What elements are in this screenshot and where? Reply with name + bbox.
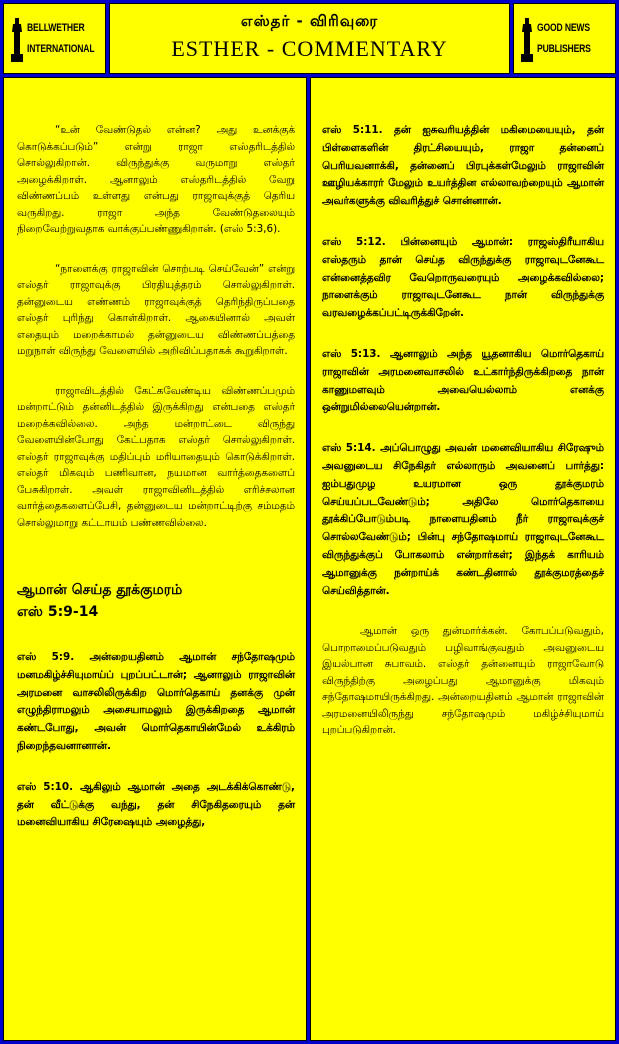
verse-5-10: எஸ் 5:10. ஆகிலும் ஆமான் அதை அடக்கிக்கொண்டு, தன் வீட்டுக்கு வந்து, தன் சிநேகிதரையும் தன் மனைவியாகிய சிரேஷையும் அழைத்து, — [17, 780, 295, 829]
logo-right-line1: GOOD NEWS — [537, 22, 590, 34]
right-column — [310, 77, 616, 1041]
tower-icon — [11, 18, 23, 62]
left-paragraph-2: “நாளைக்கு ராஜாவின் சொற்படி செய்வேன்” என்று எஸ்தர் ராஜாவுக்கு பிரதியுத்தரம் சொல்லுகிறாள். தன்னுடைய எண்ணம் ராஜாவுக்குத் தெரிந்திருப்பதை எஸ்தர் புரிந்து கொள்கிறாள். ஆகையினால் அவள் எதையும் மறைக்காமல் தன்னுடைய விண்ணப்பத்தை மறுநாள் விருந்து வேளையில் அறிவிப்பதாகக் கூறுகிறாள். — [17, 262, 295, 357]
logo-left-line2: INTERNATIONAL — [27, 43, 95, 55]
logo-right-line2: PUBLISHERS — [537, 43, 591, 55]
left-paragraph-3: ராஜாவிடத்தில் கேட்கவேண்டிய விண்ணப்பமும் மன்றாட்டும் தன்னிடத்தில் இருக்கிறது என்பதை எஸ்தர் மறைக்கவில்லை. அந்த மன்றாட்டை விருந்து வேளையின்போது கேட்பதாக எஸ்தர் சொல்லுகிறாள். எஸ்தர் ராஜாவுக்கு மதிப்பும் மரியாதையும் கொடுக்கிறாள். எஸ்தர் மிகவும் பணிவான, நயமான வார்த்தைகளைப் பேசுகிறாள். அவள் ராஜாவினிடத்தில் எரிச்சலான வார்த்தைகளைப்பேசி, தன்னுடைய மன்றாட்டிற்கு சம்மதம் சொல்லுமாறு கட்டாயம் பண்ணவில்லை. — [17, 384, 295, 529]
verse-5-11: எஸ் 5:11. தன் ஐசுவரியத்தின் மகிமையையும், தன் பிள்ளைகளின் திரட்சியையும், ராஜா தன்னைப் பெரியவனாக்கி, தன்னைப் பிரபுக்கள்மேலும் ராஜாவின் ஊழியக்காரர் மேலும் உயர்த்தின எல்லாவற்றையும் ஆமான் அவர்களுக்கு விவரித்துச் சொன்னான். — [322, 124, 604, 208]
verse-5-12: எஸ் 5:12. பின்னையும் ஆமான்: ராஜஸ்திரீயாகிய எஸ்தரும் தான் செய்த விருந்துக்கு ராஜாவுடனேகூட என்னைத்தவிர வேறொருவரையும் அழைக்கவில்லை; நாளைக்கும் ராஜாவுடனேகூட நான் விருந்துக்கு வரவழைக்கப்பட்டிருக்கிறேன். — [322, 235, 604, 320]
section-reference: எஸ் 5:9-14 — [17, 604, 99, 620]
left-paragraph-1: “உன் வேண்டுதல் என்ன? அது உனக்குக் கொடுக்கப்படும்” என்று ராஜா எஸ்தரிடத்தில் சொல்லுகிறான். விருந்துக்கு வருமாறு எஸ்தர் அழைக்கிறாள். ஆனாலும் எஸ்தரிடத்தில் வேறு விண்ணப்பம் உள்ளது என்பது ராஜாவுக்குத் தெரிய வருகிறது. ராஜா அந்த வேண்டுதலையும் நிறைவேற்றுவதாக வாக்குப்பண்ணுகிறான். (எஸ் 5:3,6). — [17, 124, 295, 235]
bellwether-logo — [3, 3, 106, 74]
page-title-english: ESTHER - COMMENTARY — [171, 36, 448, 61]
right-commentary-paragraph: ஆமான் ஒரு துன்மார்க்கன். கோபப்படுவதும், பொறாமைப்படுவதும் பழிவாங்குவதும் அவனுடைய இயல்பான சுபாவம். எஸ்தர் தன்னையும் ராஜாவோடு விருந்திற்கு அழைப்பது ஆமானுக்கு மிகவும் சந்தோஷமாயிருக்கிறது. அன்றையதினம் ஆமான் ராஜாவின் அரமனையிலிருந்து சந்தோஷமும் மகிழ்ச்சியுமாய் புறப்படுகிறான். — [322, 625, 604, 737]
logo-left-line1: BELLWETHER — [27, 22, 85, 34]
page-title-tamil: எஸ்தர் - விரிவுரை — [240, 12, 379, 30]
verse-5-14: எஸ் 5:14. அப்பொழுது அவன் மனைவியாகிய சிரேஷும் அவனுடைய சிநேகிதர் எல்லாரும் அவனைப் பார்த்து: ஐம்பதுமுழ உயரமான ஒரு தூக்குமரம் செய்யப்படவேண்டும்; அதிலே மொர்தெகாயை தூக்கிப்போடும்படி நாளையதினம் நீர் ராஜாவுக்குச் சொல்லவேண்டும்; பின்பு சந்தோஷமாய் ராஜாவுடனேகூட விருந்துக்குப் போகலாம் என்றார்கள்; இந்தக் காரியம் ஆமானுக்கு நன்றாய்க் கண்டதினால் தூக்குமரத்தைச் செய்வித்தான். — [322, 442, 604, 597]
section-title: ஆமான் செய்த தூக்குமரம் — [17, 582, 183, 598]
verse-5-9: எஸ் 5:9. அன்றையதினம் ஆமான் சந்தோஷமும் மனமகிழ்ச்சியுமாய்ப் புறப்பட்டான்; ஆனாலும் ராஜாவின் அரமனை வாசலிலிருக்கிற மொர்தெகாய் தனக்கு முன் எழுந்திராமலும் அசையாமலும் இருக்கிறதை ஆமான் கண்டபோது, அவன் மொர்தெகாயின்மேல் உக்கிரம் நிறைந்தவனானான். — [17, 651, 295, 752]
good-news-logo — [513, 3, 616, 74]
page-title-box — [109, 3, 510, 74]
verse-5-13: எஸ் 5:13. ஆனாலும் அந்த யூதனாகிய மொர்தெகாய் ராஜாவின் அரமனைவாசலில் உட்கார்ந்திருக்கிறதை நான் காணுமளவும் அவையெல்லாம் எனக்கு ஒன்றுமில்லையென்றான். — [322, 347, 604, 414]
section-heading — [17, 579, 295, 623]
tower-icon — [521, 18, 533, 62]
left-column — [3, 77, 307, 1041]
